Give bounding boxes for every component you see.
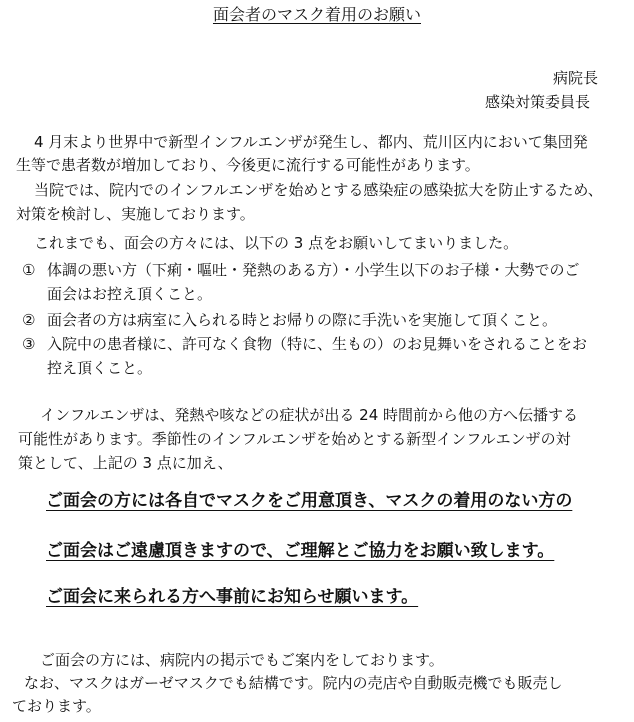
paragraph4-line1: ご面会の方には、病院内の掲示でもご案内をしております。 [40, 651, 444, 669]
paragraph3-line3: 策として、上記の 3 点に加え、 [18, 454, 233, 472]
paragraph3-line1: インフルエンザは、発熱や咳などの症状が出る 24 時間前から他の方へ伝播する [40, 406, 579, 424]
list-item-3-line2: 控え頂くこと。 [47, 359, 153, 377]
paragraph4-line3: ております。 [12, 697, 101, 715]
list-item-1-line2: 面会はお控え頂くこと。 [47, 285, 213, 303]
signatory-infection-committee: 感染対策委員長 [485, 93, 591, 111]
paragraph3-line2: 可能性があります。季節性のインフルエンザを始めとする新型インフルエンザの対 [18, 430, 571, 448]
emphasis-line2: ご面会はご遠慮頂きますので、ご理解とご協力をお願い致します。 [46, 541, 555, 561]
list-item-1-line1: 体調の悪い方（下痢・嘔吐・発熱のある方）・小学生以下のお子様・大勢でのご [47, 261, 580, 279]
page-title [0, 4, 634, 26]
page-title-text: 面会者のマスク着用のお願い [212, 5, 421, 24]
paragraph2-line2: 対策を検討し、実施しております。 [16, 205, 255, 223]
list-number-2: ② [22, 311, 36, 329]
paragraph2-line1: 当院では、院内でのインフルエンザを始めとする感染症の感染拡大を防止するため、 [34, 181, 603, 199]
list-intro: これまでも、面会の方々には、以下の 3 点をお願いしてまいりました。 [34, 234, 519, 252]
list-number-1: ① [22, 261, 36, 279]
list-number-3: ③ [22, 335, 36, 353]
emphasis-line3: ご面会に来られる方へ事前にお知らせ願います。 [46, 587, 419, 607]
list-item-3-line1: 入院中の患者様に、許可なく食物（特に、生もの）のお見舞いをされることをお [47, 335, 588, 353]
paragraph4-line2: なお、マスクはガーゼマスクでも結構です。院内の売店や自動販売機でも販売し [24, 674, 563, 692]
paragraph1-line2: 生等で患者数が増加しており、今後更に流行する可能性があります。 [16, 156, 480, 174]
signatory-director: 病院長 [553, 69, 599, 87]
emphasis-line1: ご面会の方には各自でマスクをご用意頂き、マスクの着用のない方の [46, 491, 573, 511]
paragraph1-line1: 4 月末より世界中で新型インフルエンザが発生し、都内、荒川区内において集団発 [34, 133, 588, 151]
list-item-2-line1: 面会者の方は病室に入られる時とお帰りの際に手洗いを実施して頂くこと。 [47, 311, 558, 329]
